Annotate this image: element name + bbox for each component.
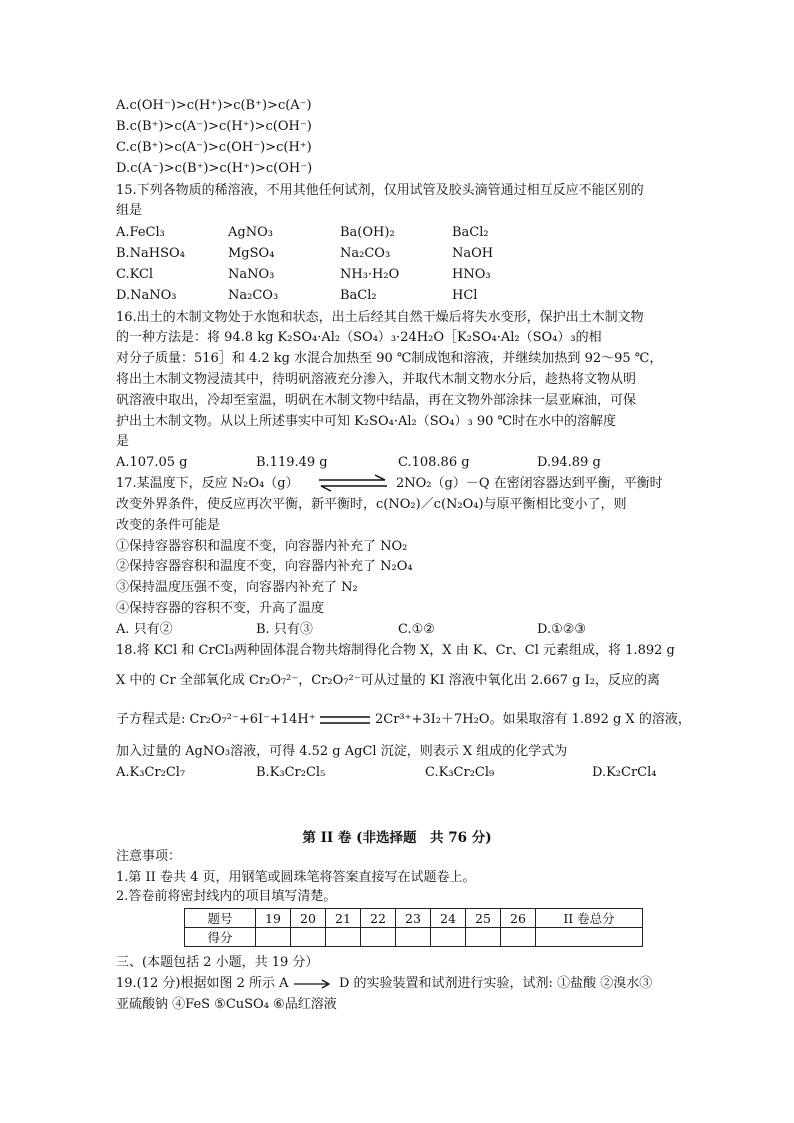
q14-option-d: D.c(A⁻)>c(B⁺)>c(H⁺)>c(OH⁻)	[116, 161, 313, 176]
q18-option-b: B.K₃Cr₂Cl₅	[256, 765, 326, 780]
score-table-header-row	[185, 909, 643, 928]
q16-option-b: B.119.49 g	[256, 455, 328, 470]
q15-a-2: AgNO₃	[228, 225, 273, 240]
q17-stem-line1-part1: 17.某温度下，反应 N₂O₄（g）	[116, 476, 299, 491]
q16-stem-line2: 的一种方法是：将 94.8 kg K₂SO₄·Al₂（SO₄）₃·24H₂O［K₂SO₄·Al₂（SO₄）₃的相	[116, 330, 602, 345]
q16-option-d: D.94.89 g	[537, 455, 601, 470]
notice-item-1: 1.第 II 卷共 4 页，用钢笔或圆珠笔将答案直接写在试题卷上。	[116, 870, 476, 885]
q15-stem-line2: 组是	[116, 203, 143, 218]
q14-option-a: A.c(OH⁻)>c(H⁺)>c(B⁺)>c(A⁻)	[116, 98, 312, 113]
q17-stem-line1-part2: 2NO₂（g）－Q 在密闭容器达到平衡，平衡时	[396, 476, 663, 491]
q15-a-4: BaCl₂	[452, 225, 489, 240]
score-table-header-25: 25	[466, 909, 501, 928]
q16-option-c: C.108.86 g	[398, 455, 470, 470]
q16-stem-line7: 是	[116, 434, 130, 449]
score-table-header-23: 23	[396, 909, 431, 928]
score-cell-20[interactable]	[291, 928, 326, 947]
q19-stem-line1-part2: D 的实验装置和试剂进行实验，试剂: ①盐酸 ②溴水③	[339, 976, 653, 991]
score-cell-23[interactable]	[396, 928, 431, 947]
q15-c-4: HNO₃	[452, 267, 491, 282]
score-cell-total[interactable]	[536, 928, 643, 947]
q17-option-d: D.①②③	[537, 622, 587, 637]
q15-c-3: NH₃·H₂O	[340, 267, 400, 282]
q17-stem-line3: 改变的条件可能是	[116, 518, 221, 533]
score-table-header-24: 24	[431, 909, 466, 928]
q17-option-c: C.①②	[398, 622, 435, 637]
q16-stem-line3: 对分子质量：516］和 4.2 kg 水混合加热至 90 ℃制成饱和溶液，并继续加热到 92～95 ℃，	[116, 351, 663, 366]
score-table-header-19: 19	[256, 909, 291, 928]
q15-a-3: Ba(OH)₂	[340, 225, 395, 240]
score-table-header-total: II 卷总分	[536, 909, 643, 928]
q17-condition-1: ①保持容器容积和温度不变，向容器内补充了 NO₂	[116, 539, 408, 554]
reversible-arrow-icon	[317, 472, 389, 494]
q15-d-1: D.NaNO₃	[116, 288, 177, 303]
q18-option-c: C.K₃Cr₂Cl₉	[425, 765, 495, 780]
q15-b-4: NaOH	[452, 246, 494, 261]
score-cell-25[interactable]	[466, 928, 501, 947]
q17-condition-3: ③保持温度压强不变，向容器内补充了 N₂	[116, 580, 358, 595]
part2-title: 第 II 卷 (非选择题 共 76 分)	[302, 830, 492, 846]
score-cell-26[interactable]	[501, 928, 536, 947]
score-table-score-label: 得分	[185, 928, 256, 947]
score-table-header-20: 20	[291, 909, 326, 928]
q15-d-2: Na₂CO₃	[228, 288, 279, 303]
score-cell-21[interactable]	[326, 928, 361, 947]
q19-stem-line1-part1: 19.(12 分)根据如图 2 所示 A	[116, 976, 289, 991]
q17-condition-4: ④保持容器的容积不变，升高了温度	[116, 601, 325, 616]
q16-stem-line4: 将出土木制文物浸渍其中，待明矾溶液充分渗入，并取代木制文物水分后，趁热将文物从明	[116, 372, 637, 387]
score-table-score-row	[185, 928, 643, 947]
q18-stem-line4: 加入过量的 AgNO₃溶液，可得 4.52 g AgCl 沉淀，则表示 X 组成的化学式为	[116, 744, 568, 759]
score-cell-19[interactable]	[256, 928, 291, 947]
q15-c-1: C.KCl	[116, 267, 154, 282]
q15-a-1: A.FeCl₃	[116, 225, 165, 240]
q15-b-3: Na₂CO₃	[340, 246, 391, 261]
q19-stem-line2: 亚硫酸钠 ④FeS ⑤CuSO₄ ⑥品红溶液	[116, 997, 337, 1012]
q15-stem-line1: 15.下列各物质的稀溶液，不用其他任何试剂，仅用试管及胶头滴管通过相互反应不能区别的	[116, 183, 644, 198]
q17-option-b: B. 只有③	[256, 622, 313, 637]
score-table	[184, 908, 643, 947]
q18-stem-line2: X 中的 Cr 全部氧化成 Cr₂O₇²⁻，Cr₂O₇²⁻可从过量的 KI 溶液中氧化出 2.667 g I₂，反应的离	[116, 673, 660, 688]
q18-stem-line3-part2: 2Cr³⁺+3I₂＋7H₂O。如果取溶有 1.892 g X 的溶液，	[375, 712, 691, 727]
q15-b-2: MgSO₄	[228, 246, 275, 261]
q15-d-3: BaCl₂	[340, 288, 377, 303]
q16-stem-line5: 矾溶液中取出，冷却至室温，明矾在木制文物中结晶，再在文物外部涂抹一层亚麻油，可保	[116, 393, 637, 408]
q14-option-b: B.c(B⁺)>c(A⁻)>c(H⁺)>c(OH⁻)	[116, 119, 312, 134]
equals-sign-icon	[318, 713, 372, 727]
q17-condition-2: ②保持容器容积和温度不变，向容器内补充了 N₂O₄	[116, 559, 413, 574]
q18-option-d: D.K₂CrCl₄	[592, 765, 657, 780]
notice-heading: 注意事项：	[116, 849, 182, 864]
score-table-header-label: 题号	[185, 909, 256, 928]
q18-stem-line3-part1: 子方程式是: Cr₂O₇²⁻+6I⁻+14H⁺	[116, 712, 316, 727]
q18-stem-line1: 18.将 KCl 和 CrCl₃两种固体混合物共熔制得化合物 X，X 由 K、Cr、Cl 元素组成，将 1.892 g	[116, 643, 675, 658]
right-arrow-icon	[292, 979, 332, 989]
q15-b-1: B.NaHSO₄	[116, 246, 185, 261]
q16-stem-line1: 16.出土的木制文物处于水饱和状态，出土后经其自然干燥后将失水变形，保护出土木制文物	[116, 310, 644, 325]
q15-c-2: NaNO₃	[228, 267, 275, 282]
q14-option-c: C.c(B⁺)>c(A⁻)>c(OH⁻)>c(H⁺)	[116, 140, 312, 155]
score-table-header-22: 22	[361, 909, 396, 928]
score-cell-24[interactable]	[431, 928, 466, 947]
q18-option-a: A.K₃Cr₂Cl₇	[116, 765, 186, 780]
q15-d-4: HCl	[452, 288, 478, 303]
score-table-header-21: 21	[326, 909, 361, 928]
q17-stem-line2: 改变外界条件，使反应再次平衡，新平衡时，c(NO₂)／c(N₂O₄)与原平衡相比变小了，则	[116, 497, 627, 512]
q16-stem-line6: 护出土木制文物。从以上所述事实中可知 K₂SO₄·Al₂（SO₄）₃ 90 ℃时在水中的溶解度	[116, 414, 617, 429]
score-table-header-26: 26	[501, 909, 536, 928]
q17-option-a: A. 只有②	[116, 622, 173, 637]
notice-item-2: 2.答卷前将密封线内的项目填写清楚。	[116, 889, 337, 904]
score-cell-22[interactable]	[361, 928, 396, 947]
q16-option-a: A.107.05 g	[116, 455, 188, 470]
section3-title: 三、(本题包括 2 小题，共 19 分）	[116, 955, 319, 970]
